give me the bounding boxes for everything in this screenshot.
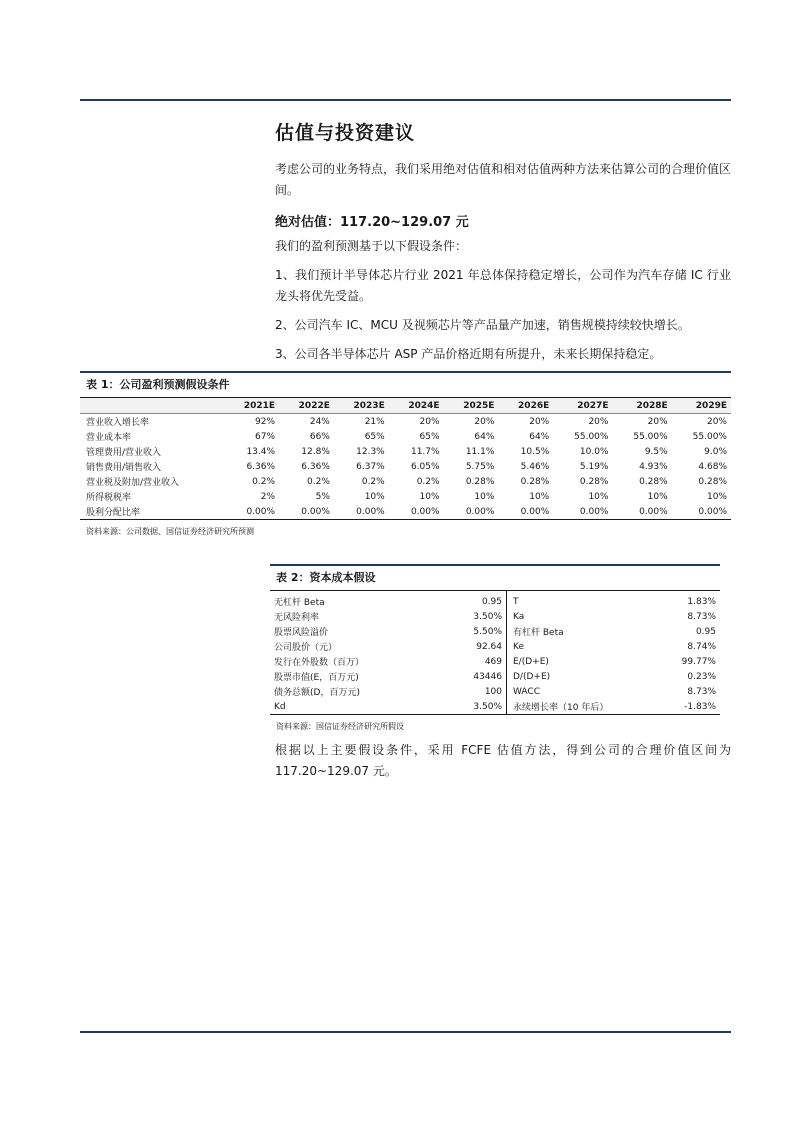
table1-cell: 0.00% [224,504,279,520]
table1-cell: 0.00% [498,504,553,520]
table2-label: 无风险利率 [274,613,320,623]
table1-header-row [80,398,731,414]
table2-value: 8.73% [687,686,716,697]
assumption-2: 2、公司汽车 IC、MCU 及视频芯片等产品量产加速，销售规模持续较快增长。 [275,318,690,332]
table1-cell: 6.37% [356,461,385,472]
table2-row [270,654,720,669]
table2-value: 92.64 [428,639,507,654]
table2-value: 100 [428,684,507,699]
table1-cell: 0.00% [444,504,499,520]
conclusion-paragraph: 根据以上主要假设条件，采用 FCFE 估值方法，得到公司的合理价值区间为 117.20~129.07 元。 [275,743,731,778]
table2-label: 公司股价（元） [274,643,338,653]
table2-label: 有杠杆 Beta [513,628,564,638]
table1-row-label: 营业成本率 [86,433,132,443]
table1-cell: 55.00% [633,431,668,442]
table2-value: 469 [428,654,507,669]
table1-header-cell: 2021E [224,398,279,414]
table2-label: 发行在外股数（百万） [274,658,365,668]
table1-cell: 10% [706,491,727,502]
table1-cell: 64% [529,431,550,442]
table1-cell: 55.00% [574,431,609,442]
table1-cell: 0.00% [553,504,612,520]
table2-value: 3.50% [428,609,507,624]
table1-header-cell: 2028E [612,398,671,414]
table1-cell: 0.28% [639,476,668,487]
table2-value: 3.50% [428,699,507,715]
table1-cell: 10% [647,491,668,502]
main-text [275,118,731,365]
table1-cell: 5% [315,491,330,502]
table1-cell: 20% [474,416,495,427]
table1-cell: 13.4% [246,446,276,457]
table2-value: 0.95 [428,591,507,609]
table1-header-cell: 2022E [279,398,334,414]
table1-header-cell: 2029E [672,398,731,414]
table2-label: 永续增长率（10 年后） [507,699,660,715]
table1-cell: 0.2% [361,476,385,487]
table1-cell: 0.28% [579,476,609,487]
table2-value: 1.83% [687,596,716,607]
table1-cell: 5.46% [520,461,550,472]
table1-cell: 0.28% [698,476,727,487]
table1-cell: 55.00% [692,431,727,442]
table1-header-cell: 2027E [553,398,612,414]
table1-cell: 0.00% [612,504,671,520]
table1-cell: 0.00% [389,504,444,520]
table1-row-label: 所得税税率 [86,493,132,503]
table1-cell: 65% [419,431,440,442]
table2-value: 43446 [428,669,507,684]
table1-cell: 65% [364,431,385,442]
table2-label: 无杠杆 Beta [274,598,325,608]
table2-label: 股票市值(E，百万元) [274,673,359,683]
table2-row [270,639,720,654]
section-title: 估值与投资建议 [275,122,416,144]
table1-cell: 20% [419,416,440,427]
table2-label: Ka [513,611,525,622]
table1-cell: 10% [529,491,550,502]
table1-cell: 24% [309,416,330,427]
table1-cell: 64% [474,431,495,442]
table2-label: D/(D+E) [513,671,551,682]
table1-row [80,504,731,520]
table2-row [270,591,720,609]
table2-label: 股票风险溢价 [274,628,329,638]
table1-row [80,429,731,444]
table2-title: 表 2：资本成本假设 [270,564,720,591]
table2-label: 债务总额(D，百万元) [274,688,360,698]
table1-row [80,489,731,504]
table2-value: 0.95 [695,626,716,637]
table2-label: Kd [270,699,428,715]
assumption-3: 3、公司各半导体芯片 ASP 产品价格近期有所提升，未来长期保持稳定。 [275,347,662,361]
absolute-valuation-heading: 绝对估值：117.20~129.07 元 [275,215,469,230]
table1-source: 资料来源：公司数据、国信证券经济研究所预测 [86,527,254,536]
table2-label: E/(D+E) [513,656,549,667]
table1-cell: 4.68% [698,461,727,472]
table1-cell: 21% [364,416,385,427]
table1-cell: 10% [364,491,385,502]
table1-cell: 10.5% [520,446,550,457]
table2-value: 0.23% [687,671,716,682]
table1-cell: 0.2% [307,476,330,487]
table2-value: 8.73% [687,611,716,622]
table2-row [270,699,720,715]
table2-row [270,609,720,624]
table1-cell: 0.28% [465,476,495,487]
table1-cell: 9.5% [644,446,668,457]
table2-value: -1.83% [659,699,720,715]
table2-row [270,669,720,684]
table2-label: Ke [513,641,524,652]
table1-row-label: 销售费用/销售收入 [86,463,162,473]
table1-row [80,474,731,489]
table2-source: 资料来源：国信证券经济研究所假设 [276,722,404,731]
profit-forecast-table [80,371,731,537]
table2-row [270,624,720,639]
table1-cell: 20% [588,416,609,427]
table1-cell: 2% [260,491,276,502]
header-rule [80,99,731,101]
table1-row [80,459,731,474]
table1-header-cell: 2024E [389,398,444,414]
assumption-intro: 我们的盈利预测基于以下假设条件： [275,239,468,253]
table1-cell: 20% [647,416,668,427]
table1-cell: 10% [588,491,609,502]
table1-row-label: 营业税及附加/营业收入 [86,478,180,488]
table1-title: 表 1：公司盈利预测假设条件 [80,371,731,398]
table1-cell: 67% [255,431,276,442]
table1-header-cell: 2026E [498,398,553,414]
table1-cell: 0.2% [416,476,440,487]
table1-cell: 0.28% [520,476,550,487]
table1-cell: 10.0% [579,446,609,457]
table2-label: T [513,596,519,607]
table1-header-cell: 2023E [334,398,389,414]
table1-cell: 5.19% [579,461,609,472]
table1-cell: 6.05% [410,461,440,472]
table1-cell: 10% [474,491,495,502]
table1-cell: 4.93% [639,461,668,472]
table1-cell: 92% [255,416,276,427]
table2-value: 99.77% [681,656,716,667]
table1-row-label: 管理费用/营业收入 [86,448,162,458]
table1-row-label: 营业收入增长率 [86,418,150,428]
table1-cell: 20% [706,416,727,427]
table1-cell: 5.75% [465,461,495,472]
table1-cell: 6.36% [301,461,330,472]
footer-rule [80,1031,731,1033]
table1-cell: 11.7% [410,446,440,457]
table1-cell: 20% [529,416,550,427]
table1-cell: 9.0% [704,446,727,457]
table1-header-cell [80,398,224,414]
table2-row [270,684,720,699]
table1-cell: 0.2% [252,476,276,487]
intro-paragraph: 考虑公司的业务特点，我们采用绝对估值和相对估值两种方法来估算公司的合理价值区间。 [275,162,732,197]
table1-cell: 12.3% [356,446,385,457]
table1-cell: 10% [419,491,440,502]
table2-label: WACC [513,686,540,697]
capital-cost-table [270,564,720,732]
table1-cell: 11.1% [465,446,495,457]
table1-row [80,414,731,430]
table1-cell: 6.36% [246,461,276,472]
table1-row [80,444,731,459]
table1-cell: 0.00% [672,504,731,520]
table2-value: 8.74% [687,641,716,652]
table1-header-cell: 2025E [444,398,499,414]
table1-cell: 0.00% [334,504,389,520]
table1-cell: 66% [309,431,330,442]
table1-row-label: 股利分配比率 [80,504,224,520]
table1-cell: 0.00% [279,504,334,520]
table1-cell: 12.8% [301,446,330,457]
table2-value: 5.50% [428,624,507,639]
assumption-1: 1、我们预计半导体芯片行业 2021 年总体保持稳定增长，公司作为汽车存储 IC 行业龙头将优先受益。 [275,268,731,303]
